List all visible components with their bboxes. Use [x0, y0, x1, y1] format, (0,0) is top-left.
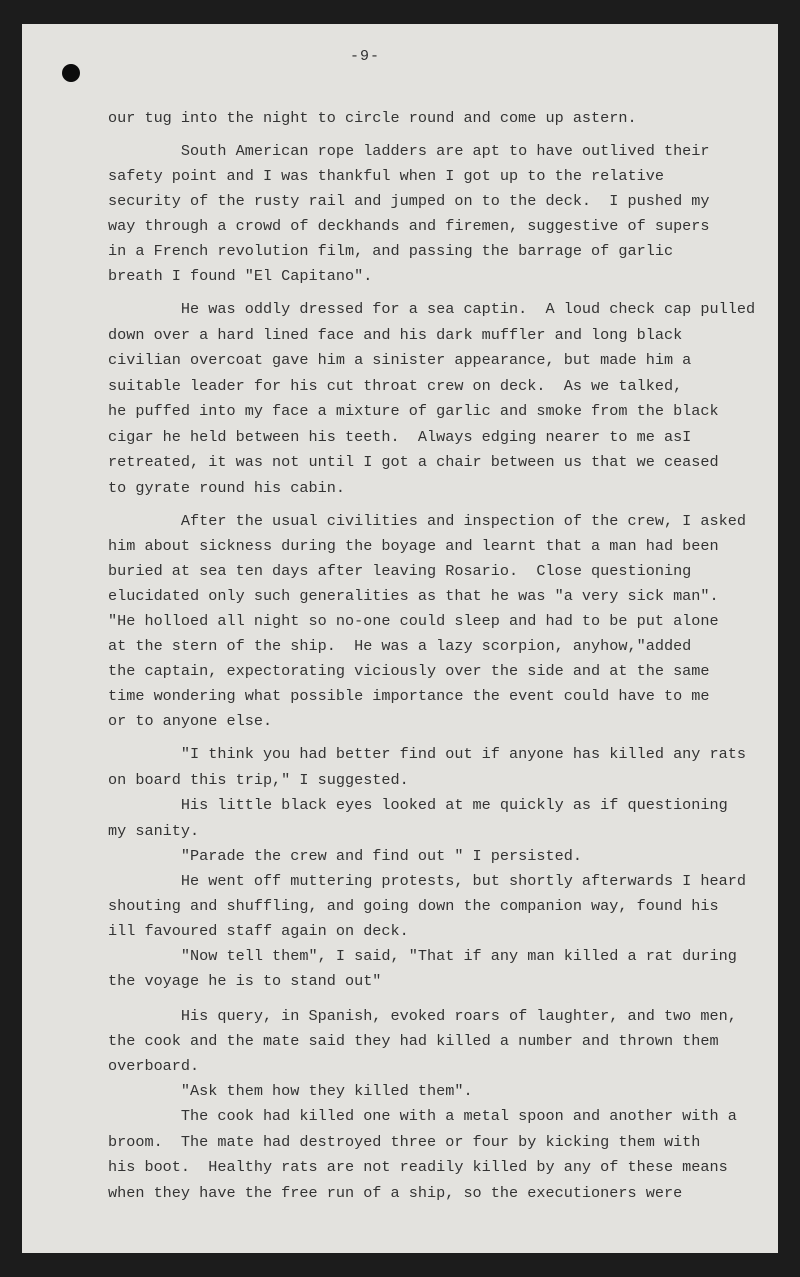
text-line: him about sickness during the boyage and learnt that a man had been [108, 537, 719, 555]
text-line: suitable leader for his cut throat crew on deck. As we talked, [108, 377, 683, 395]
page-number: -9- [350, 48, 381, 65]
text-line: ill favoured staff again on deck. [108, 922, 409, 940]
text-line: our tug into the night to circle round and come up astern. [108, 109, 637, 127]
text-line: "Now tell them", I said, "That if any man killed a rat during [108, 947, 737, 965]
text-line: to gyrate round his cabin. [108, 479, 345, 497]
text-line: "Ask them how they killed them". [108, 1082, 473, 1100]
punch-hole [62, 64, 80, 82]
text-line: safety point and I was thankful when I got up to the relative [108, 167, 664, 185]
text-line: shouting and shuffling, and going down the companion way, found his [108, 897, 719, 915]
text-line: broom. The mate had destroyed three or four by kicking them with [108, 1133, 701, 1151]
text-line: After the usual civilities and inspection of the crew, I asked [108, 512, 746, 530]
text-line: His query, in Spanish, evoked roars of laughter, and two men, [108, 1007, 737, 1025]
text-line: or to anyone else. [108, 712, 273, 730]
text-line: down over a hard lined face and his dark muffler and long black [108, 326, 683, 344]
text-line: the captain, expectorating viciously over the side and at the same [108, 662, 710, 680]
text-line: time wondering what possible importance the event could have to me [108, 687, 710, 705]
text-line: "Parade the crew and find out " I persisted. [108, 847, 582, 865]
text-line: civilian overcoat gave him a sinister appearance, but made him a [108, 351, 692, 369]
text-line: the cook and the mate said they had killed a number and thrown them [108, 1032, 719, 1050]
text-line: cigar he held between his teeth. Always edging nearer to me asI [108, 428, 692, 446]
text-line: way through a crowd of deckhands and firemen, suggestive of supers [108, 217, 710, 235]
text-line: the voyage he is to stand out" [108, 972, 382, 990]
text-line: "I think you had better find out if anyone has killed any rats [108, 745, 746, 763]
text-line: South American rope ladders are apt to have outlived their [108, 142, 710, 160]
text-line: The cook had killed one with a metal spoon and another with a [108, 1107, 737, 1125]
text-line: His little black eyes looked at me quickly as if questioning [108, 796, 728, 814]
text-line: his boot. Healthy rats are not readily killed by any of these means [108, 1158, 728, 1176]
text-line: on board this trip," I suggested. [108, 771, 409, 789]
text-line: in a French revolution film, and passing the barrage of garlic [108, 242, 674, 260]
text-line: overboard. [108, 1057, 200, 1075]
text-line: he puffed into my face a mixture of garlic and smoke from the black [108, 402, 719, 420]
text-line: retreated, it was not until I got a chair between us that we ceased [108, 453, 719, 471]
text-line: when they have the free run of a ship, so the executioners were [108, 1184, 683, 1202]
text-line: breath I found "El Capitano". [108, 267, 373, 285]
text-line: elucidated only such generalities as that he was "a very sick man". [108, 587, 719, 605]
text-line: security of the rusty rail and jumped on to the deck. I pushed my [108, 192, 710, 210]
text-line: He went off muttering protests, but shortly afterwards I heard [108, 872, 746, 890]
text-line: at the stern of the ship. He was a lazy scorpion, anyhow,"added [108, 637, 692, 655]
text-line: "He holloed all night so no-one could sleep and had to be put alone [108, 612, 719, 630]
text-line: my sanity. [108, 822, 200, 840]
text-line: He was oddly dressed for a sea captin. A loud check cap pulled [108, 300, 756, 318]
text-line: buried at sea ten days after leaving Rosario. Close questioning [108, 562, 692, 580]
